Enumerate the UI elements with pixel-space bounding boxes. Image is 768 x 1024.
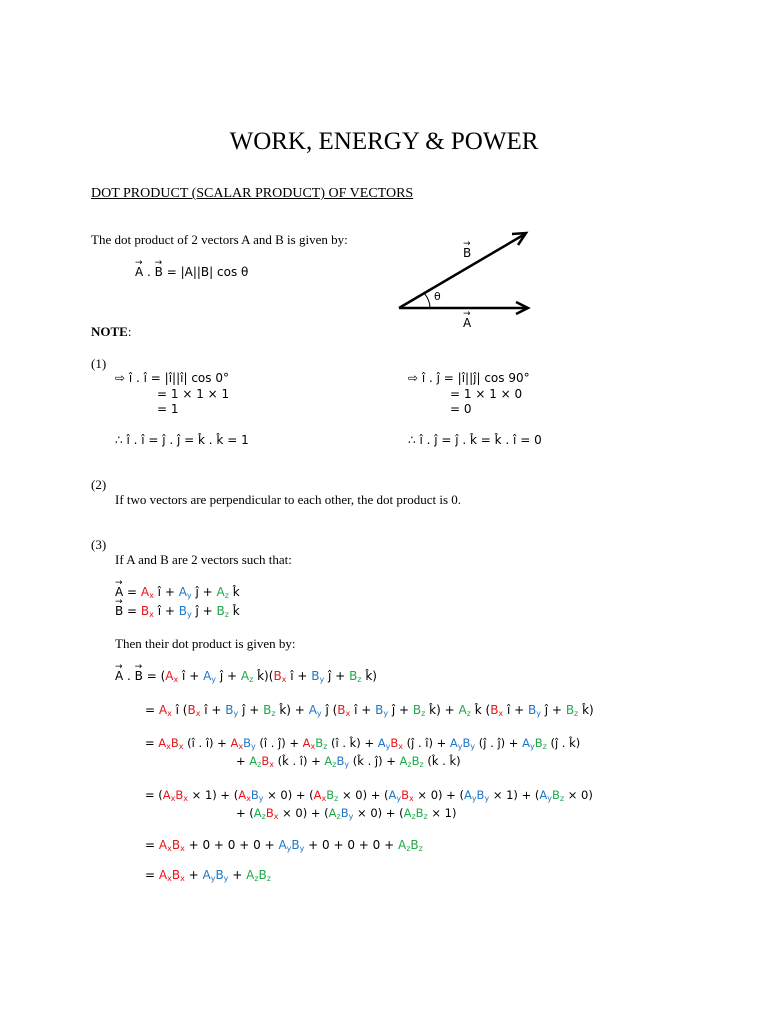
intro-formula: → A . → B = |A||B| cos θ [135,264,248,280]
item-1-right-therefore: ∴ î . ĵ = ĵ . k̂ = k̂ . î = 0 [408,433,542,447]
item-1-left-line-2: = 1 × 1 × 1 [157,387,230,401]
diagram-label-b: → B [463,245,471,261]
page-title: WORK, ENERGY & POWER [229,128,539,155]
diagram-label-a: → A [463,315,471,331]
item-2-number: (2) [91,477,107,492]
item-2-text: If two vectors are perpendicular to each other, the dot product is 0. [115,492,462,507]
derivation-line-2: = $A_x$ î ($B_x$ î + $B_y$ ĵ + $B_z$ k̂) + $A_y$ ĵ ($B_x$ î + $B_y$ ĵ + $B_z$ k̂) + $A_z$ k̂ ($B_x$ î + $B_y$ ĵ + $B_z$ k̂) [145,703,594,718]
intro-text: The dot product of 2 vectors A and B is given by: [91,232,348,247]
derivation-line-3a: = $A_xB_x$ (î . î) + $A_xB_y$ (î . ĵ) + $A_xB_z$ (î . k̂) + $A_yB_x$ (ĵ . î) + $A_yB_y$ (ĵ . ĵ) + $A_yB_z$ (ĵ . k̂) [145,736,581,751]
item-1-right-line-3: = 0 [450,402,472,416]
vector-a-definition: → $A = A_x$ î + $A_y$ ĵ + $A_z$ k̂ [115,584,240,600]
derivation-line-3b: + $A_zB_x$ (k̂ . î) + $A_zB_y$ (k̂ . ĵ) + $A_zB_z$ (k̂ . k̂) [236,754,461,769]
item-1-left-line-3: = 1 [157,402,179,416]
derivation-line-1: → A . → $B = (A_x$ î + $A_y$ ĵ + $A_z$ $k̂)(B_x$ î + $B_y$ ĵ + $B_z$ k̂) [115,668,377,684]
vector-b-definition: → $B = B_x$ î + $B_y$ ĵ + $B_z$ k̂ [115,603,240,619]
item-1-left-line-1: ⇨ î . î = |î||î| cos 0° [115,371,229,385]
item-3-number: (3) [91,537,107,552]
derivation-line-4a: = $(A_xB_x \times 1) + (A_xB_y \times 0) + (A_xB_z \times 0) + (A_yB_x \times 0) + (A_yB_y \times 1) + (A_yB_z \times 0)$ [145,788,593,803]
item-1-left-therefore: ∴ î . î = ĵ . ĵ = k̂ . k̂ = 1 [115,433,249,447]
item-1-right-line-1: ⇨ î . ĵ = |î||ĵ| cos 90° [408,371,530,385]
item-1-right-line-2: = 1 × 1 × 0 [450,387,523,401]
section-heading: DOT PRODUCT (SCALAR PRODUCT) OF VECTORS [91,186,414,201]
derivation-result: = $A_xB_x + A_yB_y + A_zB_z$ [145,868,271,883]
note-label: NOTE: [91,324,132,339]
diagram-label-theta: θ [434,290,441,303]
item-1-number: (1) [91,356,107,371]
item-3-then-text: Then their dot product is given by: [115,636,296,651]
item-3-text: If A and B are 2 vectors such that: [115,552,292,567]
derivation-line-4b: + $(A_zB_x \times 0) + (A_zB_y \times 0) + (A_zB_z \times 1)$ [236,806,457,821]
theta-arc [424,293,430,308]
derivation-line-5: = $A_xB_x + 0 + 0 + 0 + A_yB_y + 0 + 0 + 0 + A_zB_z$ [145,838,423,853]
vector-b-line [399,234,525,308]
vector-diagram [388,225,558,335]
